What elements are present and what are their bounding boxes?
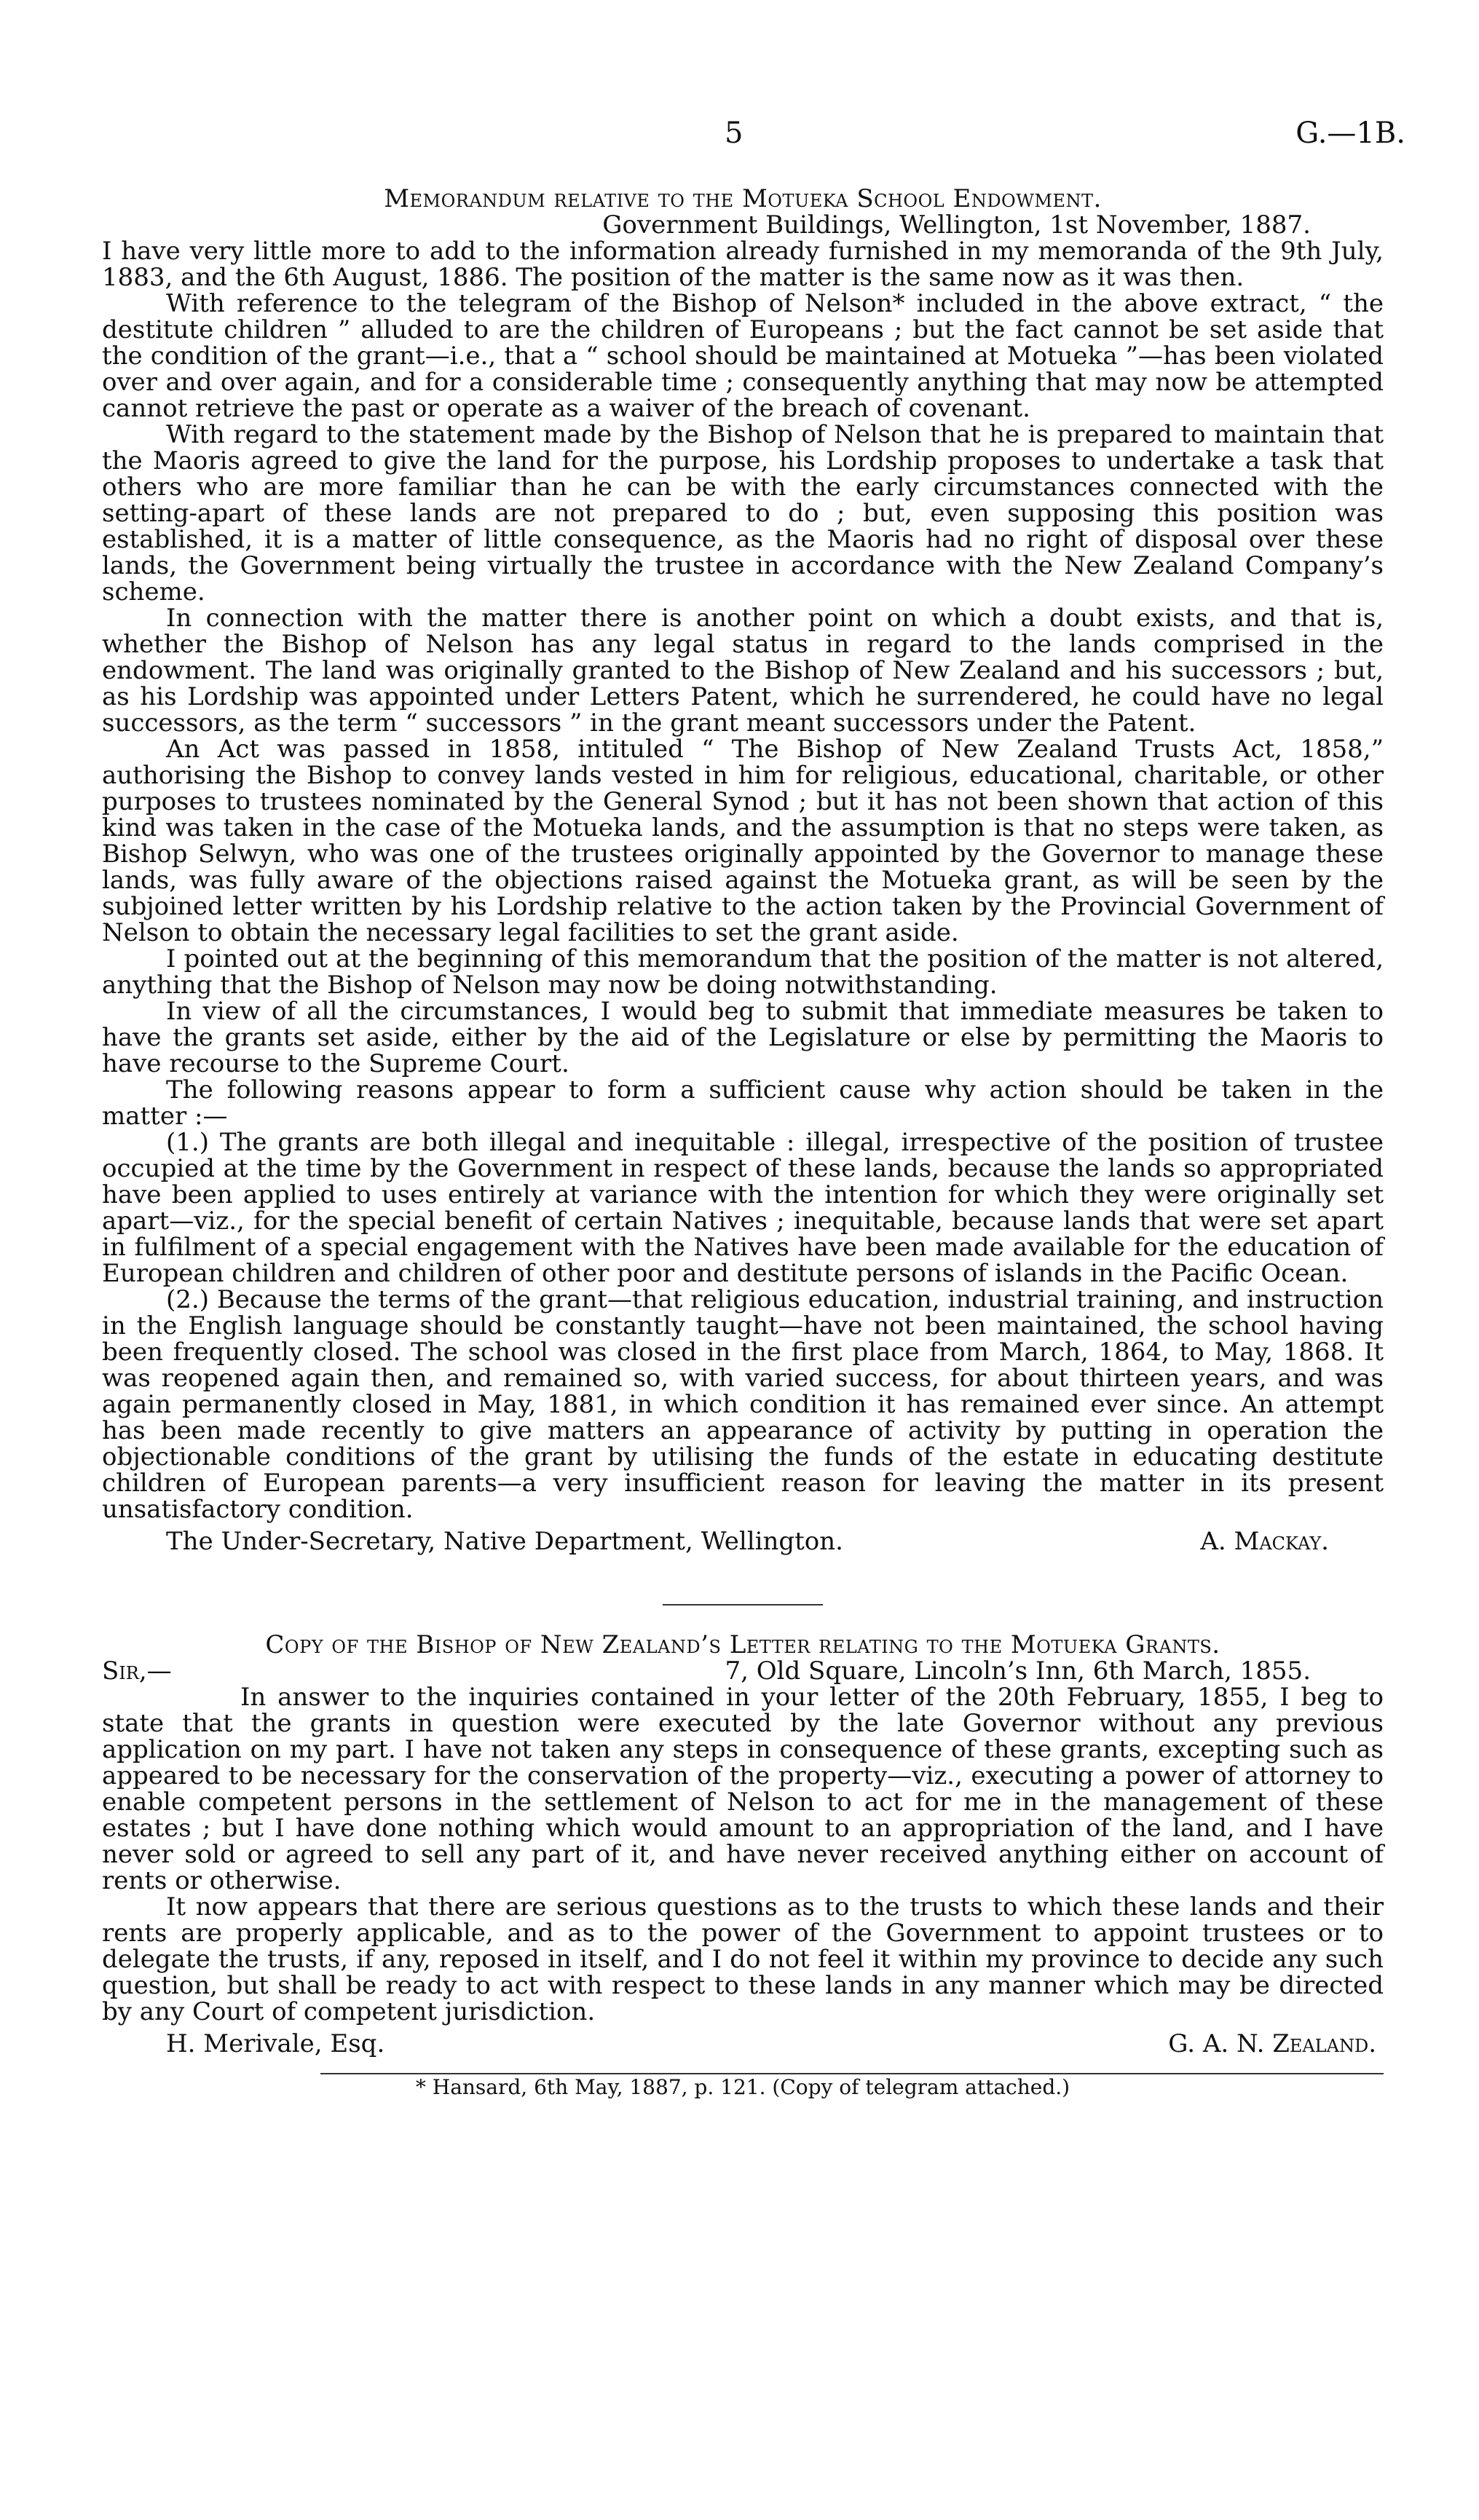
memo-paragraph: With regard to the statement made by the Bishop of Nelson that he is prepared to maintain that the Maoris agreed to give the land for the purpose, his Lordship proposes to undertake a task that others who are more familiar than he can be with the early circumstances connected with the setting-apart of these lands are not prepared to do ; but, even supposing this position was established, it is a matter of little consequence, as the Maoris had no right of disposal over these lands, the Government being virtually the trustee in accordance with the New Zealand Company’s scheme.: [102, 420, 1384, 607]
memo-signature-line: [102, 1528, 1384, 1555]
page-body: [102, 186, 1384, 2101]
memo-paragraph: With reference to the telegram of the Bishop of Nelson* included in the above extract, “ the destitute children ” alluded to are the children of Europeans ; but the fact cannot be set aside that the condition of the grant—i.e., that a “ school should be maintained at Motueka ”—has been violated over and over again, and for a considerable time ; consequently anything that may now be attempted cannot retrieve the past or operate as a waiver of the breach of covenant.: [102, 289, 1384, 423]
letter-header-line: [102, 1658, 1384, 1684]
memo-paragraph: I pointed out at the beginning of this memorandum that the position of the matter is not altered, anything that the Bishop of Nelson may now be doing notwithstanding.: [102, 944, 1384, 1000]
memo-paragraph: (1.) The grants are both illegal and inequitable : illegal, irrespective of the position of trustee occupied at the time by the Government in respect of these lands, because the lands so appropriated have been applied to uses entirely at variance with the intention for which they were originally set apart—viz., for the special benefit of certain Natives ; inequitable, because lands that were set apart in fulfilment of a special engagement with the Natives have been made available for the education of European children and children of other poor and destitute persons of islands in the Pacific Ocean.: [102, 1128, 1384, 1288]
memo-paragraph: The following reasons appear to form a sufficient cause why action should be taken in the matter :—: [102, 1075, 1384, 1131]
letter-paragraph: It now appears that there are serious questions as to the trusts to which these lands and their rents are properly applicable, and as to the power of the Government to appoint trustees or to delegate the trusts, if any, reposed in itself, and I do not feel it within my province to decide any such question, but shall be ready to act with respect to these lands in any manner which may be directed by any Court of competent jurisdiction.: [102, 1892, 1384, 2026]
memo-paragraph: (2.) Because the terms of the grant—that religious education, industrial training, and instruction in the English language should be constantly taught—have not been maintained, the school having been frequently closed. The school was closed in the first place from March, 1864, to May, 1868. It was reopened again then, and remained so, with varied success, for about thirteen years, and was again permanently closed in May, 1881, in which condition it has remained ever since. An attempt has been made recently to give matters an appearance of activity by putting in operation the objectionable conditions of the grant by utilising the funds of the estate in educating destitute children of European parents—a very insufficient reason for leaving the matter in its present unsatisfactory condition.: [102, 1285, 1384, 1524]
series-code: G.—1B.: [1295, 116, 1405, 150]
letter-title: Copy of the Bishop of New Zealand’s Letter relating to the Motueka Grants.: [265, 1630, 1220, 1659]
letter-signature-line: [102, 2031, 1384, 2057]
letter-dateline: 7, Old Square, Lincoln’s Inn, 6th March, 1855.: [725, 1656, 1311, 1686]
footnote: * Hansard, 6th May, 1887, p. 121. (Copy of telegram attached.): [415, 2075, 1070, 2099]
memo-addressee: The Under-Secretary, Native Department, Wellington.: [166, 1527, 843, 1556]
memo-paragraph: In connection with the matter there is another point on which a doubt exists, and that is, whether the Bishop of Nelson has any legal status in regard to the lands comprised in the endowment. The land was originally granted to the Bishop of New Zealand and his successors ; but, as his Lordship was appointed under Letters Patent, which he surrendered, he could have no legal successors, as the term “ successors ” in the grant meant successors under the Patent.: [102, 604, 1384, 738]
page-header: [102, 116, 1413, 160]
memo-title: Memorandum relative to the Motueka School Endowment.: [384, 184, 1102, 213]
letter-paragraph: In answer to the inquiries contained in your letter of the 20th February, 1855, I beg to state that the grants in question were executed by the late Governor without any previous application on my part. I have not taken any steps in consequence of these grants, excepting such as appeared to be necessary for the conservation of the property—viz., executing a power of attorney to enable competent persons in the settlement of Nelson to act for me in the management of these estates ; but I have done nothing which would amount to an appropriation of the land, and I have never sold or agreed to sell any part of it, and have never received anything either on account of rents or otherwise.: [102, 1683, 1384, 1895]
memo-signature: A. Mackay.: [1200, 1527, 1329, 1556]
memo-paragraph: I have very little more to add to the information already furnished in my memoranda of the 9th July, 1883, and the 6th August, 1886. The position of the matter is the same now as it was then.: [102, 237, 1384, 292]
letter-addressee: H. Merivale, Esq.: [166, 2029, 385, 2058]
memo-dateline: Government Buildings, Wellington, 1st November, 1887.: [602, 210, 1311, 240]
memo-paragraph: In view of all the circumstances, I would beg to submit that immediate measures be taken to have the grants set aside, either by the aid of the Legislature or else by permitting the Maoris to have recourse to the Supreme Court.: [102, 997, 1384, 1078]
letter-signature: G. A. N. Zealand.: [1168, 2029, 1376, 2058]
memo-paragraph: An Act was passed in 1858, intituled “ The Bishop of New Zealand Trusts Act, 1858,” authorising the Bishop to convey lands vested in him for religious, educational, charitable, or other purposes to trustees nominated by the General Synod ; but it has not been shown that action of this kind was taken in the case of the Motueka lands, and the assumption is that no steps were taken, as Bishop Selwyn, who was one of the trustees originally appointed by the Governor to manage these lands, was fully aware of the objections raised against the Motueka grant, as will be seen by the subjoined letter written by his Lordship relative to the action taken by the Provincial Government of Nelson to obtain the necessary legal facilities to set the grant aside.: [102, 735, 1384, 947]
letter-salutation: Sir,—: [102, 1656, 172, 1686]
section-divider: [663, 1604, 823, 1605]
page-number: 5: [725, 116, 744, 150]
